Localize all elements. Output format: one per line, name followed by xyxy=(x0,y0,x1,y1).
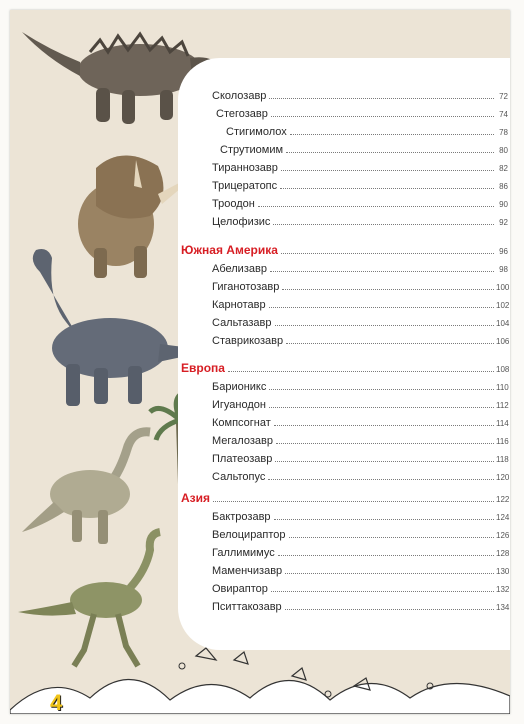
toc-entry-label: Сколозавр xyxy=(212,90,267,102)
toc-entry xyxy=(212,583,508,596)
toc-entry-label: Сальтопус xyxy=(212,471,266,483)
toc-page-number: 110 xyxy=(496,383,509,392)
dot-leader xyxy=(286,343,494,344)
toc-page-number: 82 xyxy=(499,164,508,173)
toc-entry-label: Игуанодон xyxy=(212,399,266,411)
page-marker: 4 xyxy=(50,690,63,714)
toc-page-number: 118 xyxy=(496,455,509,464)
toc-entry xyxy=(212,565,508,578)
toc-entry-label: Струтиомим xyxy=(220,144,284,156)
toc-section-heading xyxy=(181,362,508,376)
dot-leader xyxy=(273,224,494,225)
toc-page-number: 72 xyxy=(499,92,508,101)
dot-leader xyxy=(213,501,494,502)
toc-entry xyxy=(212,399,508,412)
toc-entry-label: Ставрикозавр xyxy=(212,335,284,347)
dot-leader xyxy=(280,188,494,189)
dot-leader xyxy=(289,537,494,538)
toc-page-number: 98 xyxy=(499,265,508,274)
toc-entry xyxy=(212,601,508,614)
toc-entry-label: Абелизавр xyxy=(212,263,267,275)
toc-entry xyxy=(216,108,508,121)
toc-entry-label: Троодон xyxy=(212,198,255,210)
toc-entry-label: Целофизис xyxy=(212,216,271,228)
toc-page-number: 80 xyxy=(499,146,508,155)
dot-leader xyxy=(285,573,494,574)
toc-page-number: 130 xyxy=(496,567,510,576)
toc-entry xyxy=(212,435,508,448)
dot-leader xyxy=(275,461,494,462)
toc-entry xyxy=(212,547,508,560)
dot-leader xyxy=(275,325,494,326)
toc-entry xyxy=(212,162,508,175)
toc-page-number: 106 xyxy=(496,337,510,346)
toc-entry-label: Стигимолох xyxy=(226,126,287,138)
toc-entry xyxy=(212,417,508,430)
toc-section-title: Европа xyxy=(181,361,225,375)
toc-page-number: 122 xyxy=(496,495,510,504)
toc-page-number: 134 xyxy=(496,603,510,612)
dot-leader xyxy=(228,371,494,372)
toc-page-number: 132 xyxy=(496,585,510,594)
toc-page-number: 74 xyxy=(499,110,508,119)
toc-section-heading xyxy=(181,492,508,506)
dot-leader xyxy=(285,609,494,610)
toc-entry xyxy=(212,299,508,312)
dot-leader xyxy=(274,519,494,520)
toc-entry xyxy=(212,471,508,484)
toc-entry xyxy=(212,90,508,103)
toc-page-number: 90 xyxy=(499,200,508,209)
dot-leader xyxy=(290,134,494,135)
toc-page-number: 78 xyxy=(499,128,508,137)
plateosaurus-icon xyxy=(22,432,150,544)
dot-leader xyxy=(274,425,494,426)
toc-page-number: 116 xyxy=(496,437,509,446)
toc-entry xyxy=(212,216,508,229)
toc-entry-label: Маменчизавр xyxy=(212,565,283,577)
toc-page-number: 120 xyxy=(496,473,510,482)
toc-page-number: 86 xyxy=(499,182,508,191)
toc-entry-label: Платеозавр xyxy=(212,453,273,465)
toc-entry-label: Галлимимус xyxy=(212,547,275,559)
dot-leader xyxy=(276,443,494,444)
toc-entry xyxy=(212,263,508,276)
dot-leader xyxy=(286,152,494,153)
toc-entry-label: Мегалозавр xyxy=(212,435,273,447)
toc-entry-label: Трицератопс xyxy=(212,180,278,192)
toc-entry xyxy=(212,198,508,211)
toc-entry-label: Сальтазавр xyxy=(212,317,272,329)
toc-page-number: 112 xyxy=(496,401,509,410)
toc-entry xyxy=(212,317,508,330)
dot-leader xyxy=(281,170,494,171)
dot-leader xyxy=(258,206,494,207)
dot-leader xyxy=(269,98,494,99)
toc-entry xyxy=(212,180,508,193)
dot-leader xyxy=(269,389,494,390)
toc-entry-label: Гиганотозавр xyxy=(212,281,280,293)
ornithomimid-icon xyxy=(18,532,160,666)
toc-entry xyxy=(212,453,508,466)
toc-entry-label: Барионикс xyxy=(212,381,267,393)
toc-entry xyxy=(212,529,508,542)
toc-section-title: Южная Америка xyxy=(181,243,278,257)
dot-leader xyxy=(271,591,494,592)
toc-entry-label: Стегозавр xyxy=(216,108,268,120)
toc-entry-label: Велоцираптор xyxy=(212,529,286,541)
toc-entry xyxy=(226,126,508,139)
book-page xyxy=(10,10,510,714)
toc-entry-label: Карнотавр xyxy=(212,299,266,311)
toc-section-title: Азия xyxy=(181,491,211,505)
toc-entry-label: Компсогнат xyxy=(212,417,271,429)
toc-page-number: 100 xyxy=(496,283,510,292)
toc-entry xyxy=(212,335,508,348)
toc-page-number: 104 xyxy=(496,319,510,328)
toc-entry xyxy=(212,381,508,394)
toc-page-number: 108 xyxy=(496,365,510,374)
dot-leader xyxy=(270,271,494,272)
toc-page-number: 126 xyxy=(496,531,510,540)
toc-page-number: 128 xyxy=(496,549,510,558)
toc-entry xyxy=(220,144,508,157)
toc-entry-label: Пситтакозавр xyxy=(212,601,282,613)
toc-entry xyxy=(212,511,508,524)
dot-leader xyxy=(268,479,494,480)
dot-leader xyxy=(282,289,494,290)
dot-leader xyxy=(269,407,494,408)
toc-section-heading xyxy=(181,244,508,258)
dot-leader xyxy=(281,253,494,254)
toc-page-number: 96 xyxy=(499,247,508,256)
toc-page-number: 114 xyxy=(496,419,509,428)
toc-entry-label: Бактрозавр xyxy=(212,511,271,523)
doodle-border-icon xyxy=(10,648,510,714)
toc-page-number: 92 xyxy=(499,218,508,227)
dot-leader xyxy=(269,307,494,308)
toc-entry-label: Овираптор xyxy=(212,583,268,595)
toc-entry-label: Тираннозавр xyxy=(212,162,278,174)
toc-entry xyxy=(212,281,508,294)
toc-page-number: 102 xyxy=(496,301,510,310)
dot-leader xyxy=(278,555,494,556)
dot-leader xyxy=(271,116,494,117)
toc-page-number: 124 xyxy=(496,513,510,522)
